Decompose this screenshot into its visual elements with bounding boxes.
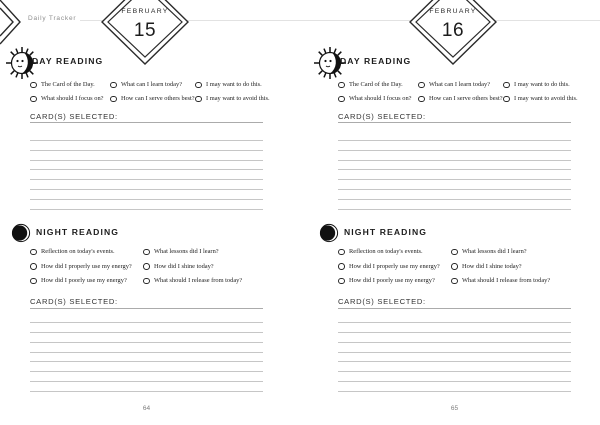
- day-reading-title: DAY READING: [32, 56, 104, 66]
- option-card-of-day: [338, 81, 411, 95]
- ruled-line[interactable]: [30, 313, 263, 323]
- option-properly-energy: [338, 263, 440, 278]
- day-number: 15: [133, 20, 157, 41]
- option-reflection: [338, 248, 440, 263]
- checkbox-label: How did I shine today?: [154, 262, 214, 270]
- option-want-to-avoid: [503, 95, 578, 109]
- checkbox-label: How did I poorly use my energy?: [41, 277, 127, 284]
- ruled-line[interactable]: [30, 180, 263, 190]
- ruled-line[interactable]: [30, 190, 263, 200]
- checkbox[interactable]: [451, 263, 458, 270]
- ruled-line[interactable]: [30, 141, 263, 151]
- checkbox[interactable]: [143, 278, 150, 285]
- ruled-line[interactable]: [338, 372, 571, 382]
- running-header: Daily Tracker: [28, 15, 77, 22]
- checkbox[interactable]: [195, 96, 202, 103]
- option-lessons-learned: [451, 248, 550, 263]
- ruled-line[interactable]: [30, 362, 263, 372]
- option-poorly-energy: [338, 277, 440, 292]
- option-release-today: [451, 277, 550, 292]
- ruled-line[interactable]: [30, 200, 263, 210]
- cards-selected-write-line[interactable]: [30, 308, 263, 309]
- checkbox[interactable]: [30, 96, 37, 103]
- night-writing-lines: [30, 313, 263, 392]
- checkbox-label: How did I shine today?: [462, 262, 522, 270]
- option-learn-today: [110, 81, 195, 95]
- ruled-line[interactable]: [338, 190, 571, 200]
- ruled-line[interactable]: [30, 170, 263, 180]
- page-number: 65: [450, 405, 459, 412]
- cards-selected-label: CARD(S) SELECTED:: [30, 297, 118, 306]
- checkbox[interactable]: [338, 82, 345, 89]
- ruled-line[interactable]: [338, 343, 571, 353]
- option-card-of-day: [30, 81, 103, 95]
- ruled-line[interactable]: [338, 362, 571, 372]
- ruled-line[interactable]: [338, 141, 571, 151]
- checkbox[interactable]: [451, 249, 458, 256]
- option-want-to-do: [503, 81, 578, 95]
- option-learn-today: [418, 81, 503, 95]
- option-focus-on: [30, 95, 103, 109]
- checkbox[interactable]: [503, 82, 510, 89]
- page-february-15: [0, 0, 292, 425]
- option-serve-others: [110, 95, 195, 109]
- ruled-line[interactable]: [30, 161, 263, 171]
- cards-selected-write-line[interactable]: [338, 308, 571, 309]
- option-reflection: [30, 248, 132, 263]
- checkbox-label: How did I poorly use my energy?: [349, 277, 435, 284]
- checkbox-label: The Card of the Day.: [349, 81, 403, 88]
- day-reading-title: DAY READING: [340, 56, 412, 66]
- checkbox-label: What lessons did I learn?: [462, 248, 527, 255]
- page-number: 64: [142, 405, 151, 412]
- ruled-line[interactable]: [338, 313, 571, 323]
- checkbox-label: What should I release from today?: [462, 277, 551, 284]
- checkbox[interactable]: [338, 278, 345, 285]
- option-poorly-energy: [30, 277, 132, 292]
- night-reading-title: NIGHT READING: [36, 227, 120, 237]
- ruled-line[interactable]: [338, 131, 571, 141]
- checkbox[interactable]: [143, 263, 150, 270]
- cards-selected-label: CARD(S) SELECTED:: [338, 112, 426, 121]
- checkbox[interactable]: [418, 82, 425, 89]
- checkbox[interactable]: [143, 249, 150, 256]
- option-want-to-avoid: [195, 95, 270, 109]
- page-february-16: [308, 0, 600, 425]
- moon-icon: [11, 223, 31, 248]
- checkbox-label: How can I serve others best?: [121, 95, 195, 102]
- ruled-line[interactable]: [30, 333, 263, 343]
- cards-selected-label: CARD(S) SELECTED:: [30, 112, 118, 121]
- checkbox[interactable]: [30, 263, 37, 270]
- checkbox-label: What lessons did I learn?: [154, 248, 219, 255]
- night-reading-title: NIGHT READING: [344, 227, 428, 237]
- date-diamond: [408, 0, 498, 65]
- checkbox[interactable]: [338, 263, 345, 270]
- ruled-line[interactable]: [30, 131, 263, 141]
- cards-selected-write-line[interactable]: [338, 122, 571, 123]
- option-focus-on: [338, 95, 411, 109]
- checkbox-label: I may want to avoid this.: [206, 95, 270, 102]
- ruled-line[interactable]: [30, 382, 263, 392]
- ruled-line[interactable]: [338, 382, 571, 392]
- checkbox[interactable]: [30, 82, 37, 89]
- checkbox[interactable]: [451, 278, 458, 285]
- month-label: FEBRUARY: [429, 8, 477, 15]
- option-serve-others: [418, 95, 503, 109]
- day-number: 16: [441, 20, 465, 41]
- checkbox-label: What can I learn today?: [429, 81, 491, 88]
- moon-icon: [319, 223, 339, 248]
- checkbox-label: I may want to do this.: [206, 81, 262, 88]
- option-shine-today: [143, 263, 242, 278]
- ruled-line[interactable]: [338, 180, 571, 190]
- checkbox[interactable]: [110, 96, 117, 103]
- ruled-line[interactable]: [338, 353, 571, 363]
- ruled-line[interactable]: [30, 372, 263, 382]
- checkbox[interactable]: [30, 278, 37, 285]
- checkbox[interactable]: [418, 96, 425, 103]
- edge-diamond-decoration: [0, 0, 24, 53]
- date-diamond: [100, 0, 190, 65]
- option-shine-today: [451, 263, 550, 278]
- option-lessons-learned: [143, 248, 242, 263]
- checkbox-label: Reflection on today's events.: [349, 248, 423, 255]
- checkbox-label: What should I focus on?: [41, 95, 104, 102]
- ruled-line[interactable]: [30, 353, 263, 363]
- checkbox-label: I may want to do this.: [514, 81, 570, 88]
- ruled-line[interactable]: [30, 323, 263, 333]
- ruled-line[interactable]: [338, 333, 571, 343]
- checkbox-label: How can I serve others best?: [429, 95, 503, 102]
- day-writing-lines: [338, 131, 571, 210]
- checkbox-label: The Card of the Day.: [41, 81, 95, 88]
- option-want-to-do: [195, 81, 270, 95]
- checkbox-label: What can I learn today?: [121, 81, 183, 88]
- cards-selected-write-line[interactable]: [30, 122, 263, 123]
- checkbox-label: How did I properly use my energy?: [349, 262, 440, 270]
- checkbox[interactable]: [338, 96, 345, 103]
- ruled-line[interactable]: [30, 151, 263, 161]
- day-writing-lines: [30, 131, 263, 210]
- checkbox[interactable]: [503, 96, 510, 103]
- checkbox[interactable]: [110, 82, 117, 89]
- checkbox-label: How did I properly use my energy?: [41, 262, 132, 270]
- ruled-line[interactable]: [338, 200, 571, 210]
- option-release-today: [143, 277, 242, 292]
- month-label: FEBRUARY: [121, 8, 169, 15]
- checkbox-label: I may want to avoid this.: [514, 95, 578, 102]
- ruled-line[interactable]: [338, 151, 571, 161]
- ruled-line[interactable]: [338, 170, 571, 180]
- ruled-line[interactable]: [338, 323, 571, 333]
- cards-selected-label: CARD(S) SELECTED:: [338, 297, 426, 306]
- checkbox[interactable]: [30, 249, 37, 256]
- checkbox[interactable]: [195, 82, 202, 89]
- ruled-line[interactable]: [338, 161, 571, 171]
- checkbox[interactable]: [338, 249, 345, 256]
- checkbox-label: Reflection on today's events.: [41, 248, 115, 255]
- option-properly-energy: [30, 263, 132, 278]
- ruled-line[interactable]: [30, 343, 263, 353]
- checkbox-label: What should I focus on?: [349, 95, 412, 102]
- checkbox-label: What should I release from today?: [154, 277, 243, 284]
- night-writing-lines: [338, 313, 571, 392]
